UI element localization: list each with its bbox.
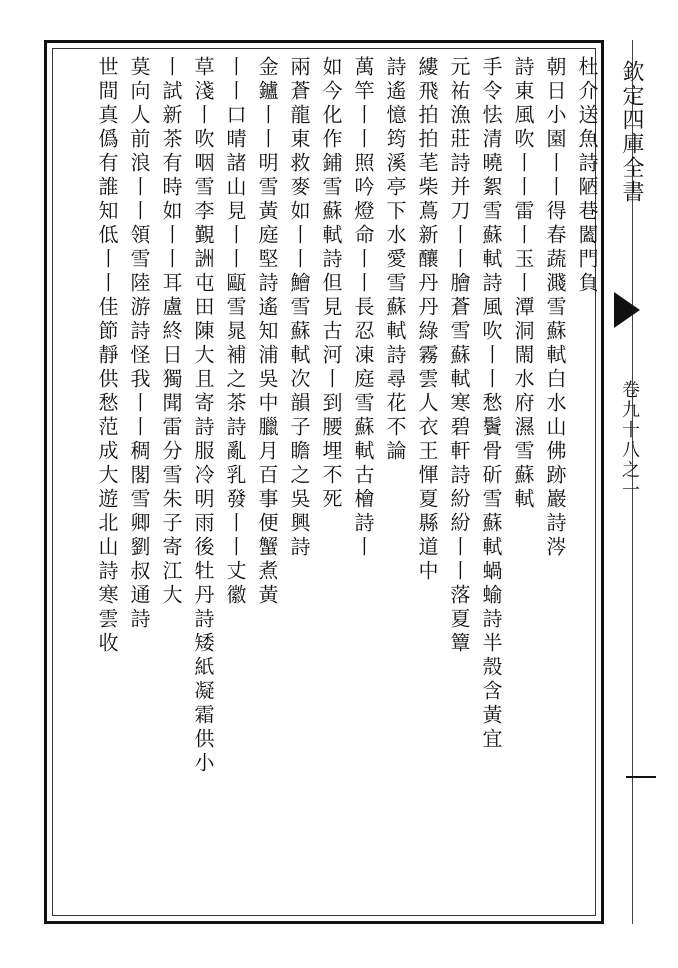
text-column: 朝日小園丨丨得春蔬濺雪蘇軾白水山佛跡巖詩涔 — [543, 56, 567, 560]
text-column: 元祐漁莊詩并刀丨丨膾蒼雪蘇軾寒碧軒詩紛紛丨丨落夏簟 — [447, 56, 471, 656]
gutter-tick — [626, 776, 656, 778]
fishtail-mark-icon — [614, 292, 640, 328]
text-column: 世間真僞有誰知低丨丨佳節靜供愁范成大遊北山詩寒雲收 — [95, 56, 119, 656]
text-column: 杜介送魚詩陋巷闔門負 — [575, 56, 599, 296]
text-column: 丨丨口晴諸山見丨丨甌雪晁補之茶詩亂乳發丨丨丈徽 — [223, 56, 247, 608]
text-column: 詩東風吹丨丨雷丨玉丨潭洞閙水府濕雪蘇軾 — [511, 56, 535, 512]
text-column: 兩蒼龍東救麥如丨丨鱠雪蘇軾次韻子瞻之吳興詩 — [287, 56, 311, 560]
text-column: 萬竿丨丨照吟燈命丨丨長忍凍庭雪蘇軾古檜詩丨 — [351, 56, 375, 560]
margin-header: 欽定四庫全書 — [619, 60, 644, 204]
text-column: 草淺丨吹咽雪李覲詶屯田陳大且寄詩服冷明雨後牡丹詩矮紙凝霜供小 — [191, 56, 215, 776]
text-column: 詩遙憶筠溪亭下水愛雪蘇軾詩尋花不論 — [383, 56, 407, 464]
text-column: 丨試新茶有時如丨丨耳盧終日獨聞雷分雪朱子寄江大 — [159, 56, 183, 608]
margin-volume: 卷九十八之一 — [619, 380, 640, 500]
text-column: 縷飛拍拍芼柴蔦新釀丹丹綠霧雲人衣王惲夏縣道中 — [415, 56, 439, 584]
text-column: 如今化作鋪雪蘇軾詩但見古河丨到腰埋不死 — [319, 56, 343, 512]
text-column: 金鑪丨丨明雪黃庭堅詩遙知浦吳中臘月百事便蟹煮黃 — [255, 56, 279, 608]
text-column: 手令怯清曉絮雪蘇軾詩風吹丨丨愁鬢骨斫雪蘇軾蝸蝓詩半殼含黃宜 — [479, 56, 503, 752]
text-column: 莫向人前浪丨丨領雪陸游詩怪我丨丨稠閣雪卿劉叔通詩 — [127, 56, 151, 632]
